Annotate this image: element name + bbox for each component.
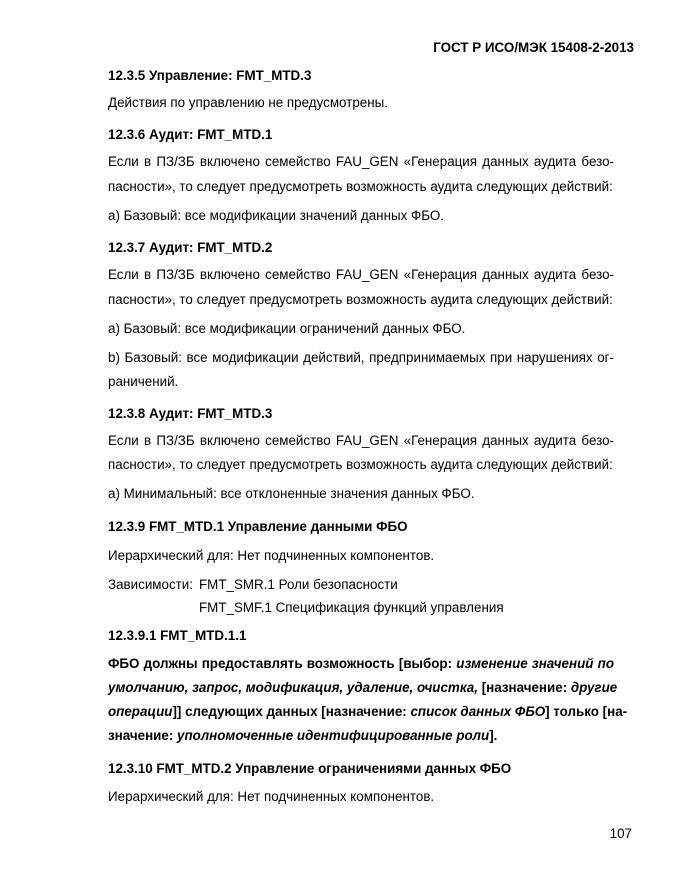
paragraph-line: пасности», то следует предусмотреть возможность аудита следующих действий: [108, 457, 613, 472]
requirement-text: ] только [на- [545, 704, 628, 719]
requirement-italic: изменение значений по [456, 656, 614, 671]
paragraph-line: пасности», то следует предусмотреть возможность аудита следующих действий: [108, 292, 613, 307]
list-item-continuation: раничений. [108, 374, 179, 389]
requirement-italic: другие [570, 680, 618, 695]
section-heading-12-3-9: 12.3.9 FMT_MTD.1 Управление данными ФБО [108, 519, 408, 534]
requirement-line [108, 728, 497, 744]
list-item: a) Базовый: все модификации ограничений данных ФБО. [108, 321, 466, 336]
requirement-line [108, 656, 614, 672]
requirement-text: ФБО должны предоставлять возможность [выбор: [108, 656, 457, 671]
list-item: b) Базовый: все модификации действий, предпринимаемых при нарушениях ог- [108, 350, 614, 365]
document-header: ГОСТ Р ИСО/МЭК 15408-2-2013 [433, 40, 634, 55]
requirement-text: значение: [108, 728, 178, 743]
list-item: a) Базовый: все модификации значений данных ФБО. [108, 208, 444, 223]
requirement-line [108, 680, 618, 696]
requirement-line [108, 704, 628, 720]
paragraph-line: Если в ПЗ/ЗБ включено семейство FAU_GEN «Генерация данных аудита безо- [108, 433, 614, 448]
section-heading-12-3-9-1: 12.3.9.1 FMT_MTD.1.1 [108, 628, 247, 643]
page-number: 107 [609, 826, 632, 841]
dependencies-label: Зависимости: [108, 577, 193, 592]
section-heading-12-3-6: 12.3.6 Аудит: FMT_MTD.1 [108, 127, 273, 142]
hierarchical-note: Иерархический для: Нет подчиненных компонентов. [108, 789, 435, 804]
paragraph-line: Если в ПЗ/ЗБ включено семейство FAU_GEN «Генерация данных аудита безо- [108, 267, 614, 282]
requirement-text: ]. [489, 728, 498, 743]
section-heading-12-3-5: 12.3.5 Управление: FMT_MTD.3 [108, 68, 312, 83]
requirement-text: ]] следующих данных [назначение: [172, 704, 411, 719]
requirement-text: [назначение: [477, 680, 571, 695]
requirement-italic: операции [108, 704, 173, 719]
section-heading-12-3-7: 12.3.7 Аудит: FMT_MTD.2 [108, 240, 273, 255]
requirement-italic: уполномоченные идентифицированные роли [177, 728, 490, 743]
requirement-italic: список данных ФБО [410, 704, 546, 719]
dependency-item: FMT_SMF.1 Спецификация функций управления [199, 600, 504, 615]
paragraph-line: пасности», то следует предусмотреть возможность аудита следующих действий: [108, 179, 613, 194]
list-item: a) Минимальный: все отклоненные значения данных ФБО. [108, 486, 475, 501]
section-heading-12-3-10: 12.3.10 FMT_MTD.2 Управление ограничениями данных ФБО [108, 761, 512, 776]
paragraph: Действия по управлению не предусмотрены. [108, 95, 388, 110]
section-heading-12-3-8: 12.3.8 Аудит: FMT_MTD.3 [108, 406, 273, 421]
paragraph-line: Если в ПЗ/ЗБ включено семейство FAU_GEN «Генерация данных аудита безо- [108, 154, 614, 169]
hierarchical-note: Иерархический для: Нет подчиненных компонентов. [108, 548, 435, 563]
requirement-italic: умолчанию, запрос, модификация, удаление, очистка, [108, 680, 478, 695]
dependency-item: FMT_SMR.1 Роли безопасности [199, 577, 398, 592]
